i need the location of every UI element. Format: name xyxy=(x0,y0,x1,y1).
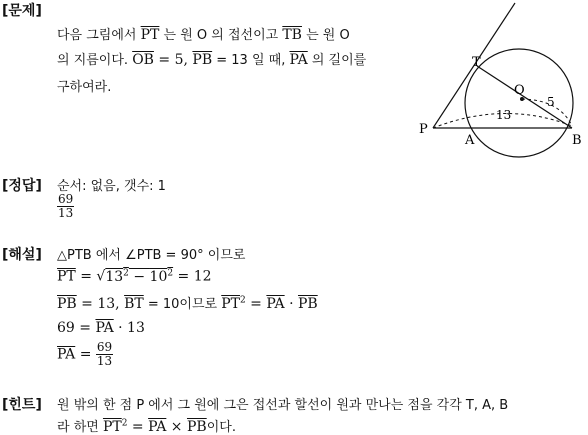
segment-pa: $\overline{PA}$ xyxy=(95,320,114,336)
label-b: B xyxy=(572,133,582,148)
answer-denominator: 13 xyxy=(58,206,74,220)
answer-meta: 순서: 없음, 갯수: 1 xyxy=(57,179,166,194)
hint-line-1: 원 밖의 한 점 P 에서 그 원에 그은 접선과 할선이 원과 만나는 점을 각각 T, A, B xyxy=(57,398,509,413)
text: 는 원 O xyxy=(301,28,350,43)
segment-pt: $\overline{PT}$ xyxy=(140,27,160,43)
geometry-figure xyxy=(415,0,588,165)
problem-line-3: 구하여라. xyxy=(57,80,112,95)
text: 의 길이를 xyxy=(307,53,367,68)
segment-pb: $\overline{PB}$ xyxy=(297,296,318,312)
label-p: P xyxy=(419,122,428,137)
segment-pb: $\overline{PB}$ xyxy=(192,52,213,68)
solution-line-1 xyxy=(57,244,245,263)
segment-pa: $\overline{PA}$ xyxy=(289,52,308,68)
solution-line-3: $\overline{PB} = 13$, $\overline{BT} = 10$이므로 $\overline{PT}^2 = \overline{PA} \cdot \overline{PB}$ xyxy=(57,295,318,312)
answer-fraction xyxy=(57,193,74,220)
segment-pb: $\overline{PB}$ xyxy=(57,296,77,312)
text: = 10이므로 xyxy=(143,297,222,312)
segment-pt: $\overline{PT}$ xyxy=(102,419,122,435)
radicand-a: 13 xyxy=(105,268,124,285)
text: 는 원 O 의 접선이고 xyxy=(159,28,283,43)
solution-line-4 xyxy=(57,320,145,336)
label-a: A xyxy=(465,133,475,148)
segment-pa: $\overline{PA}$ xyxy=(148,419,167,435)
problem-line-2 xyxy=(57,49,366,68)
text: 이다. xyxy=(206,420,236,435)
hint-header: [힌트] xyxy=(2,397,42,413)
answer-header: [정답] xyxy=(2,178,42,194)
text: = xyxy=(127,419,149,435)
segment-pt: $\overline{PT}$ xyxy=(221,296,240,312)
hint-line-2: 라 하면 $\overline{PT}^2 = \overline{PA} \times \overline{PB}$이다. xyxy=(57,418,236,435)
text: = 13, xyxy=(76,296,125,312)
solution-line-5 xyxy=(57,341,113,368)
segment-pt: $\overline{PT}$ xyxy=(57,268,76,285)
text: 의 지름이다. xyxy=(57,53,133,68)
circle-o xyxy=(465,49,573,157)
text: = xyxy=(75,268,97,285)
result-fraction xyxy=(96,341,113,368)
segment-pa: $\overline{PA}$ xyxy=(57,346,76,363)
label-o: O xyxy=(514,83,525,98)
solution-line-2 xyxy=(57,268,212,285)
text: × xyxy=(166,419,187,435)
text: 라 하면 xyxy=(57,420,103,435)
text: = xyxy=(245,296,267,312)
text: 다음 그림에서 xyxy=(57,28,141,43)
radicand: $13^2 - 10^2$ xyxy=(105,268,174,285)
label-t: T xyxy=(472,55,481,70)
solution-header: [해설] xyxy=(2,247,42,263)
answer-numerator: 69 xyxy=(58,192,74,206)
segment-pb: $\overline{PB}$ xyxy=(186,419,207,435)
label-radius: 5 xyxy=(547,95,555,109)
result-numerator: 69 xyxy=(96,340,113,354)
text: = 12 xyxy=(173,268,212,285)
segment-tb: $\overline{TB}$ xyxy=(282,27,302,43)
segment-ob: $\overline{OB}$ xyxy=(132,52,154,68)
label-pb-length: 13 xyxy=(496,108,512,122)
text: · 13 xyxy=(113,320,145,336)
sqrt-sign: √ xyxy=(96,268,106,285)
text: △PTB 에서 ∠PTB = 90° 이므로 xyxy=(57,248,246,263)
segment-bt: $\overline{BT}$ xyxy=(124,296,144,312)
text: = 13 일 때, xyxy=(212,53,290,68)
problem-header: [문제] xyxy=(2,3,42,19)
radicand-b: 10 xyxy=(149,268,168,285)
text: = xyxy=(75,346,96,363)
result-denominator: 13 xyxy=(96,354,113,368)
text: = 5, xyxy=(153,52,193,68)
segment-pa: $\overline{PA}$ xyxy=(266,296,285,312)
text: · xyxy=(284,296,298,312)
problem-line-1 xyxy=(57,24,350,43)
text: 69 = xyxy=(57,320,96,336)
